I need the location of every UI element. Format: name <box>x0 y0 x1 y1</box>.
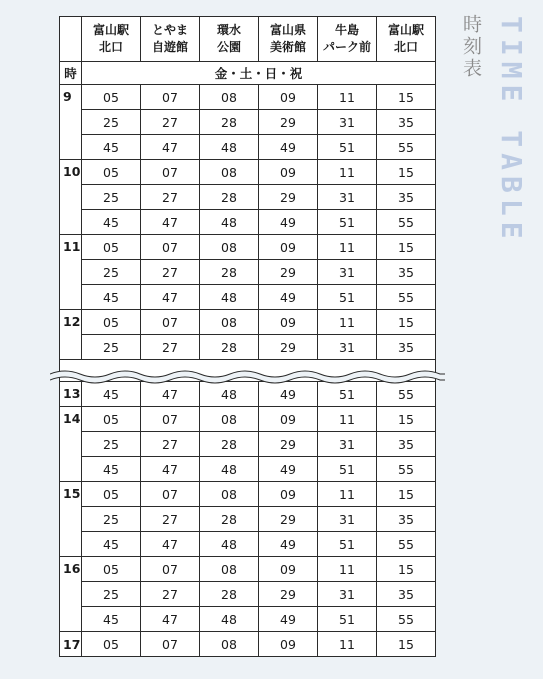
departure-minute: 47 <box>141 210 200 235</box>
time-skip-wave <box>50 367 445 387</box>
departure-minute: 08 <box>200 160 259 185</box>
departure-minute: 49 <box>259 285 318 310</box>
departure-minute: 05 <box>82 310 141 335</box>
departure-minute: 51 <box>318 382 377 407</box>
departure-minute: 31 <box>318 507 377 532</box>
departure-minute: 29 <box>259 185 318 210</box>
departure-minute: 28 <box>200 432 259 457</box>
departure-minute: 48 <box>200 285 259 310</box>
day-type-header: 金・土・日・祝 <box>82 62 436 85</box>
departure-minute: 47 <box>141 285 200 310</box>
departure-minute: 51 <box>318 532 377 557</box>
departure-minute: 15 <box>377 85 436 110</box>
table-row <box>60 335 436 360</box>
day-header-row <box>60 62 436 85</box>
departure-minute: 11 <box>318 160 377 185</box>
departure-minute: 09 <box>259 160 318 185</box>
departure-minute: 31 <box>318 432 377 457</box>
departure-minute: 25 <box>82 185 141 210</box>
departure-minute: 11 <box>318 557 377 582</box>
departure-minute: 51 <box>318 210 377 235</box>
table-row <box>60 110 436 135</box>
table-row <box>60 85 436 110</box>
departure-minute: 15 <box>377 482 436 507</box>
departure-minute: 29 <box>259 335 318 360</box>
departure-minute: 15 <box>377 557 436 582</box>
departure-minute: 29 <box>259 260 318 285</box>
departure-minute: 45 <box>82 532 141 557</box>
departure-minute: 07 <box>141 632 200 657</box>
table-row <box>60 432 436 457</box>
departure-minute: 05 <box>82 407 141 432</box>
hour-cell: 15 <box>60 482 82 557</box>
timetable-title-en: TIME TABLE <box>495 16 528 245</box>
departure-minute: 55 <box>377 607 436 632</box>
departure-minute: 49 <box>259 210 318 235</box>
departure-minute: 08 <box>200 85 259 110</box>
table-row <box>60 285 436 310</box>
departure-minute: 49 <box>259 532 318 557</box>
departure-minute: 15 <box>377 310 436 335</box>
departure-minute: 28 <box>200 260 259 285</box>
departure-minute: 51 <box>318 607 377 632</box>
departure-minute: 55 <box>377 210 436 235</box>
hour-column-header: 時 <box>60 62 82 85</box>
departure-minute: 35 <box>377 185 436 210</box>
departure-minute: 49 <box>259 382 318 407</box>
departure-minute: 27 <box>141 507 200 532</box>
stop-header: 富山駅 北口 <box>82 17 141 62</box>
departure-minute: 07 <box>141 557 200 582</box>
departure-minute: 11 <box>318 235 377 260</box>
table-row <box>60 260 436 285</box>
departure-minute: 09 <box>259 85 318 110</box>
hour-cell: 11 <box>60 235 82 310</box>
departure-minute: 15 <box>377 407 436 432</box>
departure-minute: 28 <box>200 335 259 360</box>
departure-minute: 31 <box>318 110 377 135</box>
departure-minute: 25 <box>82 110 141 135</box>
table-row <box>60 457 436 482</box>
table-row <box>60 607 436 632</box>
departure-minute: 48 <box>200 382 259 407</box>
departure-minute: 27 <box>141 335 200 360</box>
table-row <box>60 532 436 557</box>
departure-minute: 49 <box>259 135 318 160</box>
departure-minute: 09 <box>259 310 318 335</box>
departure-minute: 28 <box>200 185 259 210</box>
departure-minute: 48 <box>200 135 259 160</box>
departure-minute: 35 <box>377 335 436 360</box>
departure-minute: 11 <box>318 632 377 657</box>
departure-minute: 07 <box>141 407 200 432</box>
departure-minute: 45 <box>82 135 141 160</box>
departure-minute: 47 <box>141 532 200 557</box>
departure-minute: 51 <box>318 135 377 160</box>
departure-minute: 28 <box>200 582 259 607</box>
departure-minute: 07 <box>141 160 200 185</box>
hour-cell: 14 <box>60 407 82 482</box>
departure-minute: 45 <box>82 285 141 310</box>
departure-minute: 48 <box>200 532 259 557</box>
hour-cell: 13 <box>60 382 82 407</box>
departure-minute: 09 <box>259 557 318 582</box>
departure-minute: 35 <box>377 110 436 135</box>
departure-minute: 45 <box>82 382 141 407</box>
departure-minute: 28 <box>200 507 259 532</box>
table-row <box>60 135 436 160</box>
departure-minute: 25 <box>82 335 141 360</box>
departure-minute: 31 <box>318 185 377 210</box>
departure-minute: 27 <box>141 582 200 607</box>
departure-minute: 09 <box>259 482 318 507</box>
table-row <box>60 582 436 607</box>
departure-minute: 35 <box>377 260 436 285</box>
departure-minute: 25 <box>82 260 141 285</box>
departure-minute: 11 <box>318 482 377 507</box>
departure-minute: 55 <box>377 457 436 482</box>
timetable-title-jp: 時刻表 <box>460 14 482 80</box>
departure-minute: 08 <box>200 310 259 335</box>
departure-minute: 48 <box>200 607 259 632</box>
departure-minute: 25 <box>82 582 141 607</box>
departure-minute: 07 <box>141 310 200 335</box>
departure-minute: 29 <box>259 507 318 532</box>
stop-header: とやま 自遊館 <box>141 17 200 62</box>
departure-minute: 05 <box>82 632 141 657</box>
corner-cell <box>60 17 82 62</box>
table-row <box>60 210 436 235</box>
departure-minute: 31 <box>318 335 377 360</box>
table-row <box>60 160 436 185</box>
departure-minute: 51 <box>318 285 377 310</box>
hour-cell: 9 <box>60 85 82 160</box>
timetable <box>59 16 436 657</box>
departure-minute: 49 <box>259 607 318 632</box>
departure-minute: 29 <box>259 582 318 607</box>
departure-minute: 35 <box>377 432 436 457</box>
table-row <box>60 482 436 507</box>
departure-minute: 45 <box>82 210 141 235</box>
departure-minute: 29 <box>259 432 318 457</box>
departure-minute: 11 <box>318 310 377 335</box>
departure-minute: 27 <box>141 110 200 135</box>
departure-minute: 31 <box>318 582 377 607</box>
departure-minute: 15 <box>377 160 436 185</box>
departure-minute: 05 <box>82 160 141 185</box>
departure-minute: 47 <box>141 457 200 482</box>
departure-minute: 27 <box>141 185 200 210</box>
departure-minute: 55 <box>377 382 436 407</box>
departure-minute: 11 <box>318 407 377 432</box>
departure-minute: 07 <box>141 85 200 110</box>
departure-minute: 09 <box>259 407 318 432</box>
departure-minute: 28 <box>200 110 259 135</box>
departure-minute: 47 <box>141 607 200 632</box>
departure-minute: 55 <box>377 285 436 310</box>
departure-minute: 07 <box>141 235 200 260</box>
departure-minute: 48 <box>200 457 259 482</box>
departure-minute: 25 <box>82 507 141 532</box>
table-row <box>60 235 436 260</box>
hour-cell: 10 <box>60 160 82 235</box>
departure-minute: 15 <box>377 235 436 260</box>
departure-minute: 47 <box>141 382 200 407</box>
departure-minute: 35 <box>377 582 436 607</box>
table-row <box>60 557 436 582</box>
hour-cell: 17 <box>60 632 82 657</box>
table-row <box>60 310 436 335</box>
departure-minute: 05 <box>82 235 141 260</box>
departure-minute: 08 <box>200 632 259 657</box>
stop-header: 牛島 パーク前 <box>318 17 377 62</box>
departure-minute: 55 <box>377 532 436 557</box>
departure-minute: 25 <box>82 432 141 457</box>
departure-minute: 29 <box>259 110 318 135</box>
departure-minute: 11 <box>318 85 377 110</box>
departure-minute: 09 <box>259 632 318 657</box>
stop-header: 富山県 美術館 <box>259 17 318 62</box>
departure-minute: 08 <box>200 557 259 582</box>
table-row <box>60 632 436 657</box>
hour-cell: 16 <box>60 557 82 632</box>
table-row <box>60 185 436 210</box>
departure-minute: 05 <box>82 557 141 582</box>
departure-minute: 08 <box>200 482 259 507</box>
departure-minute: 09 <box>259 235 318 260</box>
departure-minute: 55 <box>377 135 436 160</box>
departure-minute: 49 <box>259 457 318 482</box>
table-row <box>60 507 436 532</box>
departure-minute: 07 <box>141 482 200 507</box>
departure-minute: 35 <box>377 507 436 532</box>
departure-minute: 31 <box>318 260 377 285</box>
departure-minute: 15 <box>377 632 436 657</box>
departure-minute: 08 <box>200 407 259 432</box>
stop-header: 富山駅 北口 <box>377 17 436 62</box>
departure-minute: 05 <box>82 85 141 110</box>
departure-minute: 45 <box>82 607 141 632</box>
departure-minute: 05 <box>82 482 141 507</box>
stop-header-row <box>60 17 436 62</box>
hour-cell: 12 <box>60 310 82 360</box>
stop-header: 環水 公園 <box>200 17 259 62</box>
departure-minute: 48 <box>200 210 259 235</box>
departure-minute: 08 <box>200 235 259 260</box>
departure-minute: 27 <box>141 260 200 285</box>
table-row <box>60 407 436 432</box>
departure-minute: 27 <box>141 432 200 457</box>
departure-minute: 51 <box>318 457 377 482</box>
departure-minute: 47 <box>141 135 200 160</box>
departure-minute: 45 <box>82 457 141 482</box>
